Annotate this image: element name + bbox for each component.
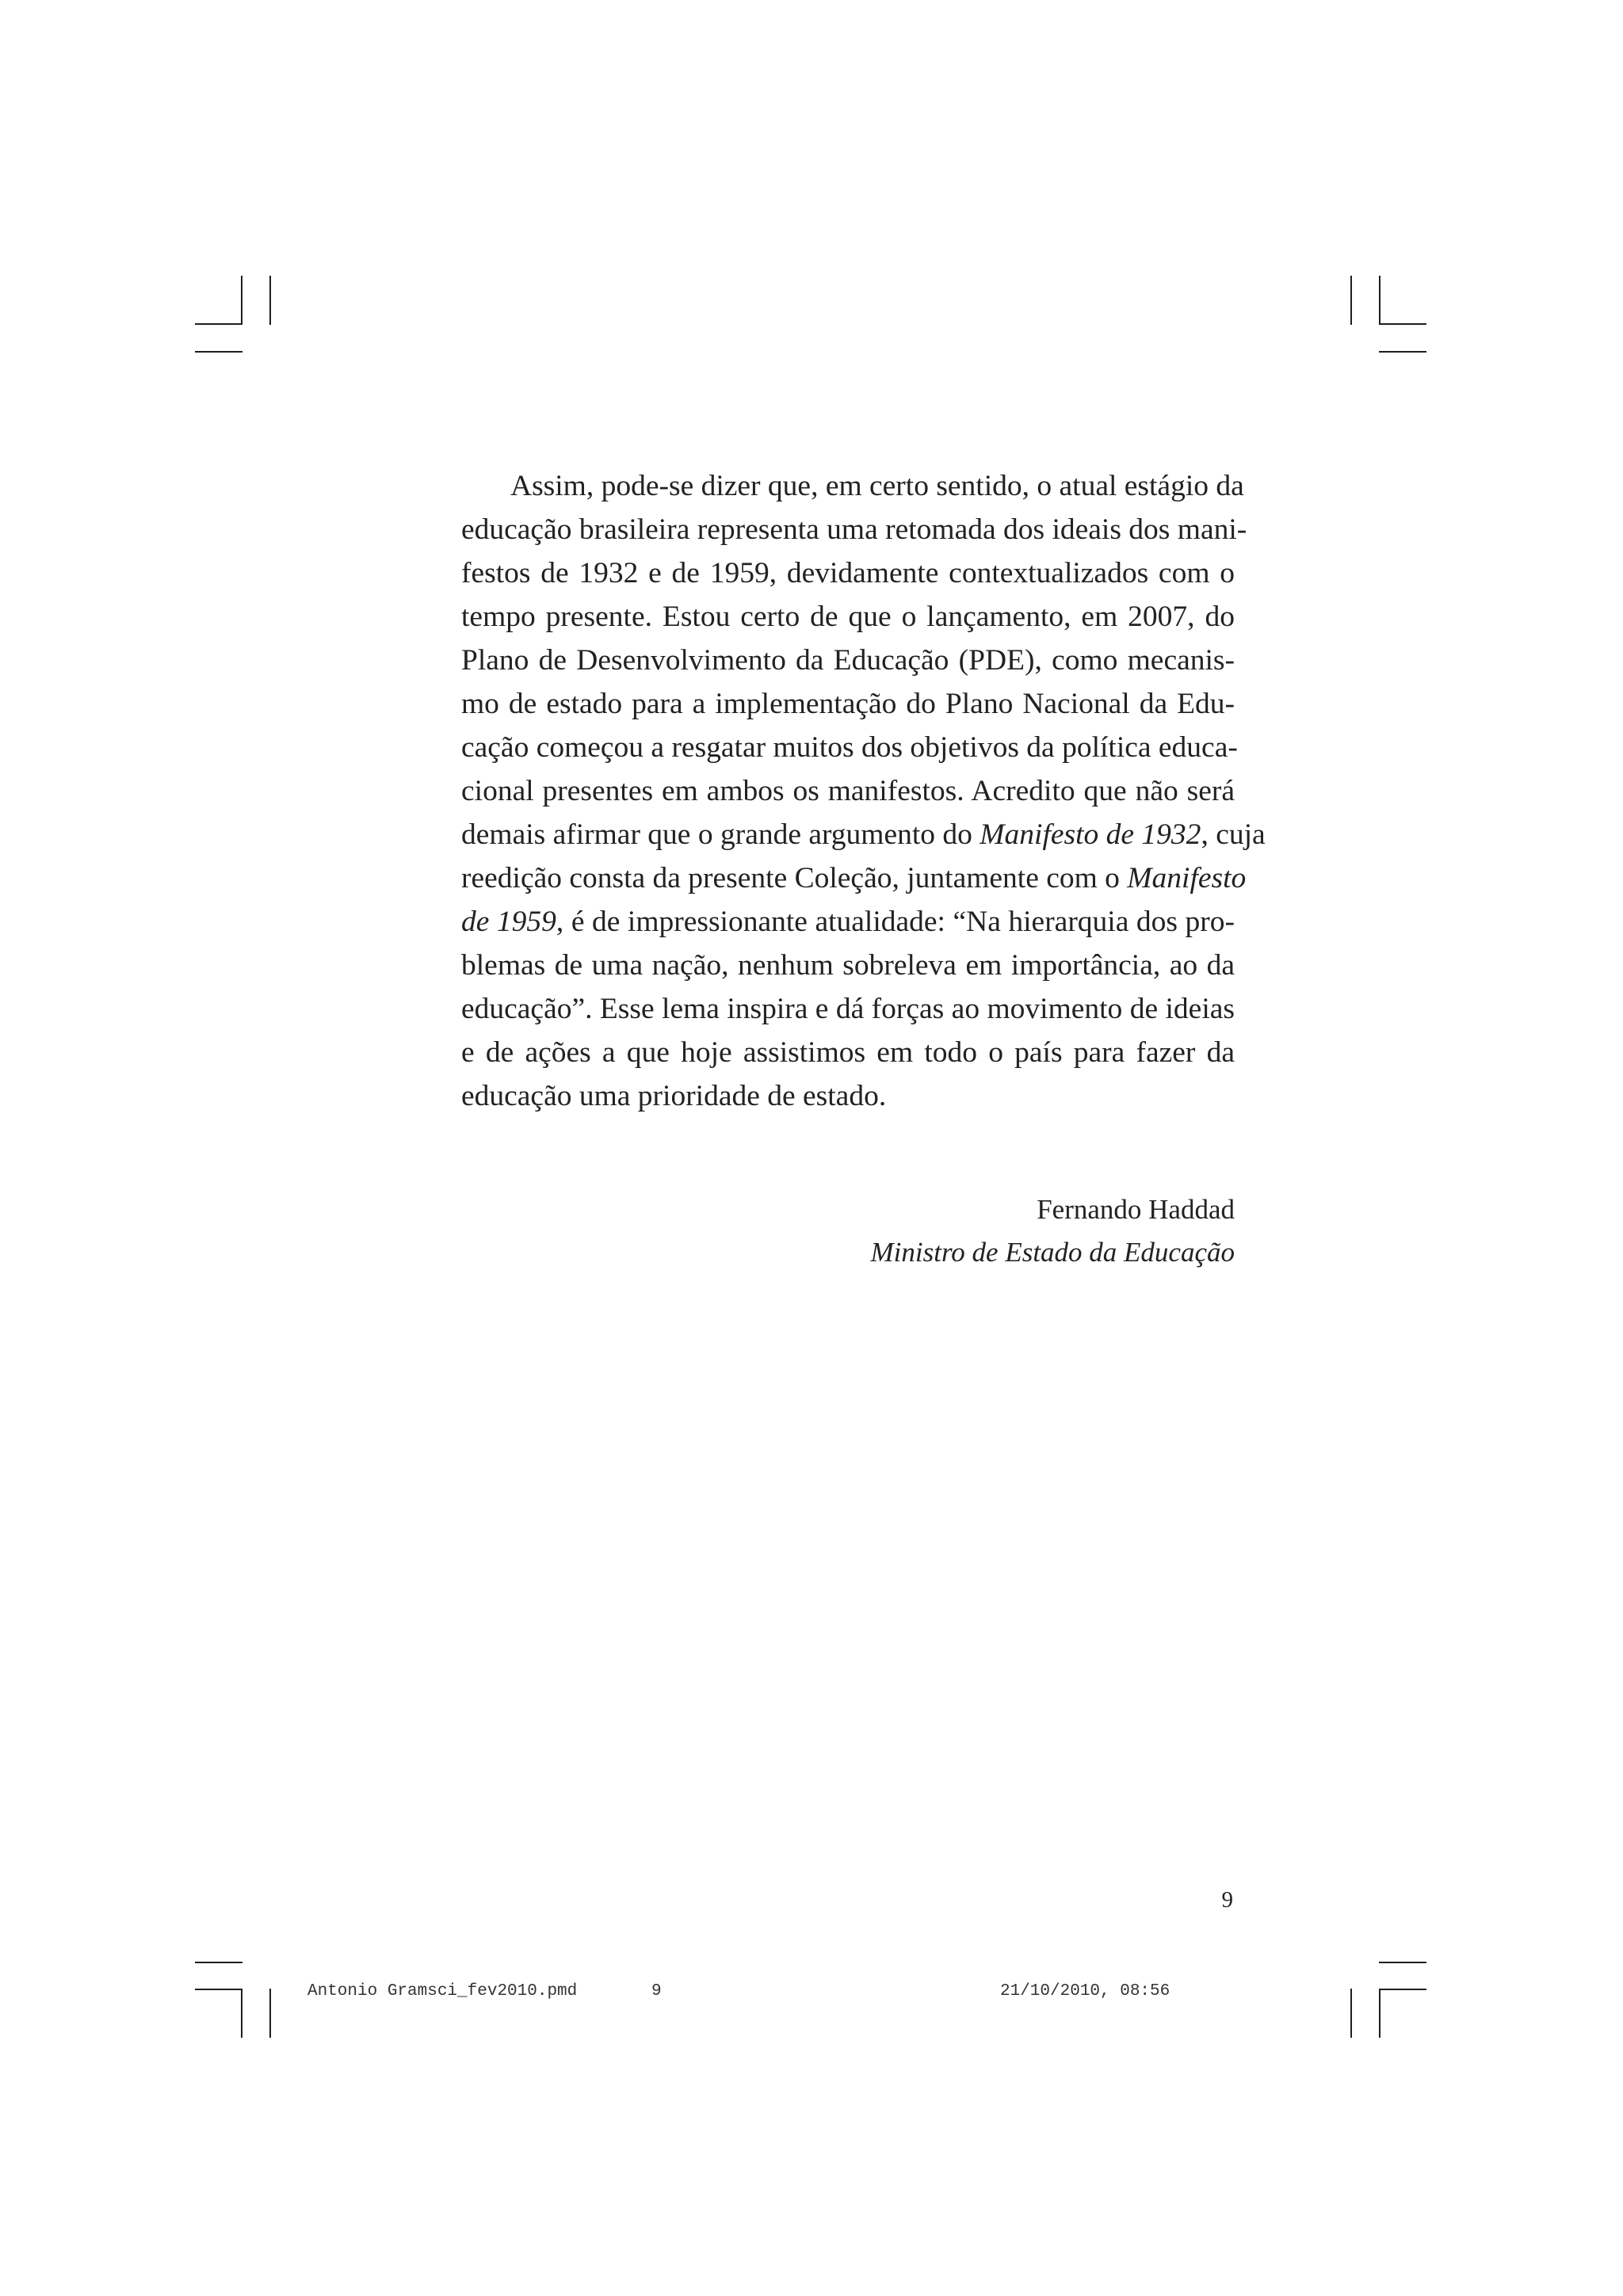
text-line — [461, 813, 1266, 856]
crop-mark — [1379, 1989, 1426, 1990]
text-line: educação uma prioridade de estado. — [461, 1080, 887, 1112]
text-line: festos de 1932 e de 1959, devidamente contextualizados com o — [461, 557, 1235, 589]
text-line: educação”. Esse lema inspira e dá forças ao movimento de ideias — [461, 993, 1235, 1025]
text-line: e de ações a que hoje assistimos em todo o país para fazer da — [461, 1036, 1235, 1069]
crop-mark — [1379, 323, 1426, 325]
crop-mark — [195, 1962, 242, 1963]
text-run: demais afirmar que o grande argumento do — [461, 818, 980, 851]
text-run: , cuja — [1201, 818, 1266, 851]
text-line: blemas de uma nação, nenhum sobreleva em importância, ao da — [461, 949, 1235, 982]
footer-filename: Antonio Gramsci_fev2010.pmd — [307, 1982, 578, 2000]
crop-mark — [1379, 276, 1381, 325]
text-line: mo de estado para a implementação do Plano Nacional da Edu- — [461, 688, 1235, 720]
crop-mark — [1379, 1989, 1381, 2038]
text-line: cional presentes em ambos os manifestos. Acredito que não será — [461, 775, 1235, 807]
manifesto-1932-title: Manifesto de 1932 — [980, 818, 1201, 851]
crop-mark — [1350, 276, 1352, 325]
text-run: , é de impressionante atualidade: “Na hierarquia dos pro- — [556, 906, 1235, 938]
text-line: Assim, pode-se dizer que, em certo sentido, o atual estágio da — [510, 470, 1244, 502]
manifesto-title-part: Manifesto — [1127, 862, 1247, 894]
crop-mark — [241, 1989, 242, 2038]
signature-name: Fernando Haddad — [1037, 1194, 1235, 1225]
crop-mark — [195, 351, 242, 353]
body-paragraph — [461, 464, 1266, 1118]
signature-role: Ministro de Estado da Educação — [870, 1237, 1235, 1268]
text-line: educação brasileira representa uma retomada dos ideais dos mani- — [461, 513, 1247, 546]
footer-page: 9 — [651, 1982, 662, 2000]
signature-block — [871, 1188, 1235, 1274]
text-run: reedição consta da presente Coleção, juntamente com o — [461, 862, 1128, 894]
crop-mark — [269, 276, 271, 325]
text-line — [461, 856, 1247, 900]
crop-mark — [241, 276, 242, 325]
crop-mark — [1379, 351, 1426, 353]
text-line: tempo presente. Estou certo de que o lançamento, em 2007, do — [461, 601, 1235, 633]
crop-mark — [1350, 1989, 1352, 2038]
page-number: 9 — [1221, 1887, 1233, 1913]
crop-mark — [1379, 1962, 1426, 1963]
footer-datetime: 21/10/2010, 08:56 — [1000, 1982, 1170, 2000]
crop-mark — [269, 1989, 271, 2038]
text-line: cação começou a resgatar muitos dos objetivos da política educa- — [461, 731, 1238, 764]
crop-mark — [195, 1989, 242, 1990]
manifesto-1959-title-part: de 1959 — [461, 906, 556, 938]
crop-mark — [195, 323, 242, 325]
text-line: Plano de Desenvolvimento da Educação (PDE), como mecanis- — [461, 644, 1235, 677]
text-line — [461, 900, 1235, 944]
